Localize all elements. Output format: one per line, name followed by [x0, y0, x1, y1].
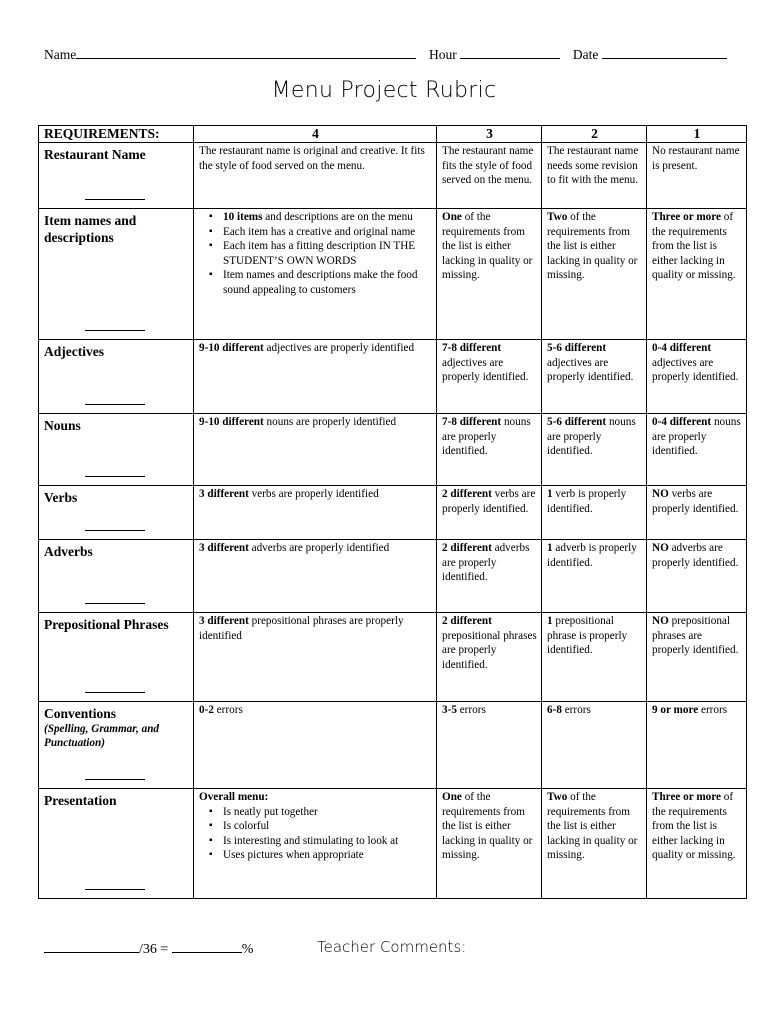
criteria-item [223, 210, 432, 225]
cell-bold: 0-4 different [652, 416, 712, 428]
criteria-list [199, 210, 432, 298]
criteria-item [223, 819, 432, 834]
criteria-cell-2 [542, 340, 647, 414]
criteria-cell-2 [542, 540, 647, 613]
criteria-text: Is colorful [223, 820, 270, 833]
cell-text: errors [698, 704, 728, 716]
cell-text: of the requirements from the list is either lacking in quality or missing. [442, 211, 533, 282]
criteria-cell-3 [437, 486, 542, 540]
criteria-cell-2 [542, 486, 647, 540]
criteria-list [199, 805, 432, 863]
criteria-cell-1 [647, 613, 747, 702]
date-label: Date [572, 47, 599, 62]
rubric-row [39, 789, 747, 899]
header-row [39, 126, 747, 143]
requirement-cell [39, 789, 194, 899]
student-info-line [44, 46, 734, 63]
criteria-cell-1 [647, 789, 747, 899]
score-blank[interactable] [85, 404, 145, 405]
requirement-cell [39, 414, 194, 486]
rubric-row [39, 209, 747, 340]
criteria-bold: 10 items [223, 211, 263, 223]
cell-bold: 9 or more [652, 704, 699, 716]
cell-text: adjectives are properly identified. [652, 356, 739, 384]
cell-text: adverbs are properly identified. [442, 542, 530, 584]
score-blank[interactable] [85, 330, 145, 331]
rubric-row [39, 540, 747, 613]
score-blank[interactable] [85, 530, 145, 531]
teacher-comments-label: Teacher Comments: [317, 938, 467, 956]
criteria-item [223, 848, 432, 863]
criteria-text: Each item has a fitting description IN THE STUDENT’S OWN WORDS [223, 240, 416, 267]
column-header-1: 1 [647, 126, 747, 143]
criteria-cell-1 [647, 340, 747, 414]
score-blank[interactable] [85, 889, 145, 890]
cell-bold: Three or more [652, 211, 721, 223]
cell-text: prepositional phrases are properly identified [199, 615, 404, 642]
criteria-item [223, 268, 432, 297]
criteria-cell-2 [542, 414, 647, 486]
cell-text: adverb is properly identified. [547, 542, 637, 569]
cell-bold: Two [547, 791, 568, 803]
cell-bold: 0-4 different [652, 342, 712, 354]
criteria-cell-2 [542, 143, 647, 209]
cell-text: nouns are properly identified. [547, 416, 636, 458]
criteria-item [223, 805, 432, 820]
cell-bold: 9-10 different [199, 342, 264, 354]
hour-field[interactable] [460, 46, 560, 59]
requirement-cell [39, 143, 194, 209]
criteria-cell-3 [437, 143, 542, 209]
cell-text: nouns are properly identified. [652, 416, 741, 458]
cell-bold: 7-8 different [442, 416, 502, 428]
criteria-cell-4 [194, 209, 437, 340]
requirement-name: Restaurant Name [44, 147, 146, 162]
criteria-cell-2 [542, 613, 647, 702]
criteria-cell-3 [437, 340, 542, 414]
rubric-row [39, 613, 747, 702]
rubric-row [39, 143, 747, 209]
cell-text: of the requirements from the list is either lacking in quality or missing. [547, 791, 638, 862]
cell-bold: 6-8 [547, 704, 562, 716]
criteria-text: Each item has a creative and original name [223, 225, 416, 238]
cell-bold: 1 [547, 542, 553, 554]
criteria-cell-4 [194, 702, 437, 789]
requirement-subtitle: (Spelling, Grammar, and Punctuation) [44, 723, 160, 749]
cell-text: The restaurant name is original and creative. It fits the style of food served on the menu. [199, 145, 425, 172]
cell-bold: 2 different [442, 615, 492, 627]
cell-text: adverbs are properly identified. [652, 542, 739, 569]
cell-lead: Overall menu: [199, 791, 269, 803]
criteria-cell-4 [194, 340, 437, 414]
cell-text: nouns are properly identified [263, 416, 397, 428]
cell-bold: 1 [547, 615, 553, 627]
cell-bold: NO [652, 542, 669, 554]
criteria-cell-1 [647, 486, 747, 540]
cell-text: The restaurant name needs some revision to fit with the menu. [547, 145, 639, 187]
name-label: Name [44, 47, 77, 62]
criteria-cell-1 [647, 143, 747, 209]
criteria-cell-1 [647, 540, 747, 613]
requirement-name: Conventions [44, 706, 117, 721]
cell-text: nouns are properly identified. [442, 416, 531, 458]
criteria-cell-3 [437, 613, 542, 702]
cell-bold: 1 [547, 488, 553, 500]
criteria-cell-3 [437, 540, 542, 613]
criteria-text: Uses pictures when appropriate [223, 849, 364, 862]
cell-bold: 3 different [199, 615, 249, 627]
cell-text: prepositional phrases are properly identified. [652, 615, 739, 657]
criteria-text: Item names and descriptions make the food sound appealing to customers [223, 269, 418, 296]
requirement-name: Presentation [44, 793, 117, 808]
cell-bold: 3-5 [442, 704, 457, 716]
column-header-requirements: REQUIREMENTS: [39, 126, 194, 143]
percent-field[interactable] [172, 940, 242, 953]
hour-label: Hour [428, 47, 457, 62]
cell-text: of the requirements from the list is either lacking in quality or missing. [652, 791, 736, 862]
criteria-cell-2 [542, 789, 647, 899]
criteria-cell-4 [194, 486, 437, 540]
requirement-name: Item names and descriptions [44, 213, 137, 245]
requirement-cell [39, 702, 194, 789]
cell-text: adjectives are properly identified [263, 342, 415, 354]
criteria-cell-3 [437, 789, 542, 899]
cell-text: of the requirements from the list is either lacking in quality or missing. [652, 211, 736, 282]
score-total: /36 = [139, 942, 169, 957]
cell-bold: 2 different [442, 542, 492, 554]
cell-text: errors [456, 704, 486, 716]
cell-text: adjectives are properly identified. [547, 356, 634, 384]
cell-bold: 3 different [199, 488, 249, 500]
requirement-name: Adjectives [44, 344, 104, 359]
criteria-text: and descriptions are on the menu [262, 211, 413, 223]
rubric-row [39, 486, 747, 540]
score-blank[interactable] [85, 603, 145, 604]
cell-bold: 5-6 different [547, 342, 607, 354]
score-blank[interactable] [85, 692, 145, 693]
criteria-cell-4 [194, 414, 437, 486]
score-blank[interactable] [85, 199, 145, 200]
cell-text: of the requirements from the list is either lacking in quality or missing. [547, 211, 638, 282]
rubric-table [38, 125, 747, 899]
criteria-cell-3 [437, 414, 542, 486]
score-field[interactable] [44, 940, 139, 953]
criteria-text: Is neatly put together [223, 805, 318, 818]
cell-bold: 7-8 different [442, 342, 502, 354]
criteria-cell-2 [542, 209, 647, 340]
criteria-cell-3 [437, 702, 542, 789]
cell-text: errors [213, 704, 243, 716]
criteria-cell-3 [437, 209, 542, 340]
requirement-name: Verbs [44, 490, 78, 505]
score-blank[interactable] [85, 476, 145, 477]
rubric-row [39, 414, 747, 486]
requirement-cell [39, 340, 194, 414]
cell-bold: 3 different [199, 542, 249, 554]
column-header-2: 2 [542, 126, 647, 143]
page-title: Menu Project Rubric [271, 78, 497, 103]
cell-bold: 0-2 [199, 704, 214, 716]
criteria-item [223, 834, 432, 849]
score-blank[interactable] [85, 779, 145, 780]
percent-sign: % [241, 942, 254, 957]
date-field[interactable] [602, 46, 727, 59]
cell-text: verb is properly identified. [547, 488, 627, 515]
requirement-cell [39, 486, 194, 540]
requirement-cell [39, 540, 194, 613]
column-header-4: 4 [194, 126, 437, 143]
score-footer [44, 940, 744, 958]
cell-text: prepositional phrase is properly identified. [547, 615, 628, 657]
cell-text: verbs are properly identified. [442, 488, 536, 515]
cell-bold: NO [652, 615, 669, 627]
criteria-cell-1 [647, 702, 747, 789]
cell-bold: Two [547, 211, 568, 223]
cell-text: verbs are properly identified. [652, 488, 739, 515]
cell-text: prepositional phrases are properly identified. [442, 629, 537, 671]
cell-text: No restaurant name is present. [652, 145, 740, 172]
cell-text: adverbs are properly identified [248, 542, 390, 554]
requirement-name: Adverbs [44, 544, 93, 559]
criteria-item [223, 239, 432, 268]
cell-bold: One [442, 211, 462, 223]
criteria-text: Is interesting and stimulating to look at [223, 834, 399, 847]
criteria-cell-4 [194, 540, 437, 613]
criteria-cell-4 [194, 143, 437, 209]
cell-bold: 5-6 different [547, 416, 607, 428]
name-field[interactable] [76, 46, 416, 59]
rubric-row [39, 702, 747, 789]
cell-text: of the requirements from the list is either lacking in quality or missing. [442, 791, 533, 862]
requirement-cell [39, 209, 194, 340]
criteria-cell-1 [647, 209, 747, 340]
criteria-item [223, 225, 432, 240]
cell-bold: NO [652, 488, 669, 500]
cell-bold: 9-10 different [199, 416, 264, 428]
cell-bold: Three or more [652, 791, 721, 803]
cell-bold: 2 different [442, 488, 492, 500]
cell-text: adjectives are properly identified. [442, 356, 529, 384]
requirement-cell [39, 613, 194, 702]
criteria-cell-4 [194, 789, 437, 899]
cell-text: errors [561, 704, 591, 716]
cell-text: The restaurant name fits the style of food served on the menu. [442, 145, 534, 187]
requirement-name: Nouns [44, 418, 81, 433]
cell-bold: One [442, 791, 462, 803]
column-header-3: 3 [437, 126, 542, 143]
rubric-row [39, 340, 747, 414]
cell-text: verbs are properly identified [248, 488, 379, 500]
criteria-cell-1 [647, 414, 747, 486]
criteria-cell-4 [194, 613, 437, 702]
criteria-cell-2 [542, 702, 647, 789]
requirement-name: Prepositional Phrases [44, 617, 169, 632]
